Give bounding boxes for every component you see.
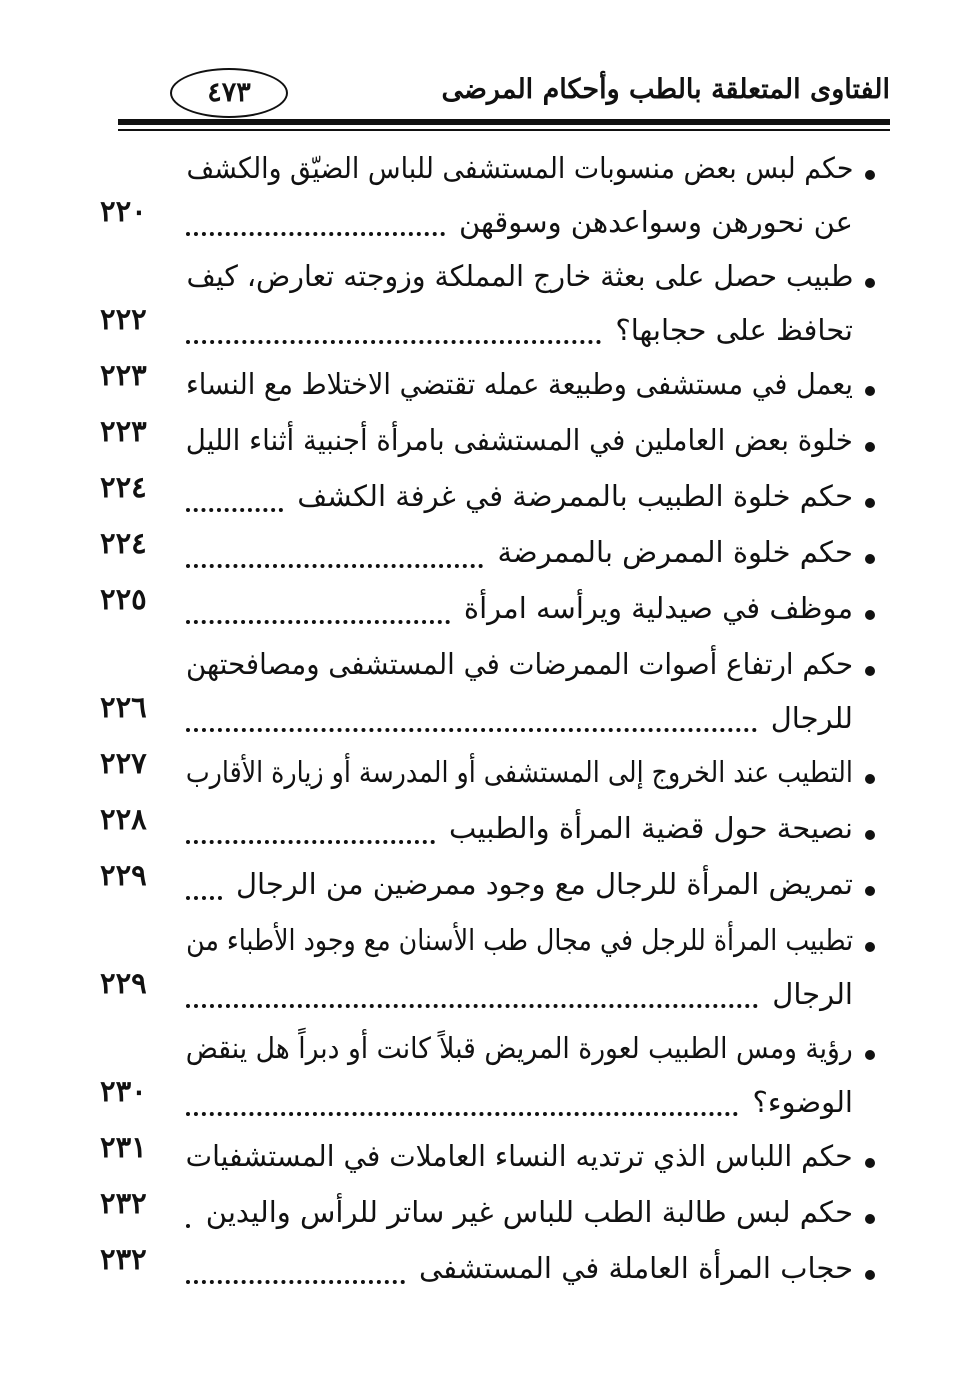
toc-line <box>100 356 875 412</box>
toc-line <box>100 688 875 744</box>
toc-line <box>100 140 875 192</box>
entry-text: نصيحة حول قضية المرأة والطبيب <box>449 811 853 845</box>
toc-entry <box>100 580 875 636</box>
entry-text: حكم خلوة الطبيب بالممرضة في غرفة الكشف <box>297 479 853 513</box>
entry-text: حكم لبس طالبة الطب للباس غير ساتر للرأس واليدين <box>205 1195 853 1229</box>
toc-entry <box>100 248 875 356</box>
entry-text: تطبيب المرأة للرجل في مجال طب الأسنان مع وجود الأطباء من <box>186 923 853 957</box>
toc-line <box>100 468 875 524</box>
page-reference: ٢٣١ <box>100 1130 147 1164</box>
page-reference: ٢٢٦ <box>100 690 147 724</box>
bullet-icon <box>865 1270 875 1280</box>
bullet-icon <box>865 774 875 784</box>
toc-line <box>100 300 875 356</box>
toc-line <box>100 248 875 300</box>
entry-text: خلوة بعض العاملين في المستشفى بامرأة أجنبية أثناء الليل <box>186 423 853 457</box>
dot-leader <box>186 980 758 1008</box>
toc-entry <box>100 1240 875 1296</box>
toc-entry <box>100 524 875 580</box>
page-reference: ٢٢٣ <box>100 414 147 448</box>
entry-text: تحافظ على حجابها؟ <box>615 313 853 347</box>
page-reference: ٢٢٣ <box>100 358 147 392</box>
entry-text: يعمل في مستشفى وطبيعة عمله تقتضي الاختلاط مع النساء <box>186 367 853 401</box>
entry-text: الرجال <box>772 977 853 1011</box>
toc-entry <box>100 636 875 744</box>
toc-entry <box>100 1020 875 1128</box>
toc-entry <box>100 912 875 1020</box>
toc-entry <box>100 800 875 856</box>
toc-line <box>100 636 875 688</box>
entry-text: عن نحورهن وسواعدهن وسوقهن <box>458 205 853 239</box>
page-reference: ٢٣٠ <box>100 1074 147 1108</box>
entry-text: تمريض المرأة للرجال مع وجود ممرضين من الرجال <box>235 867 853 901</box>
bullet-icon <box>865 610 875 620</box>
page-reference: ٢٣٢ <box>100 1186 147 1220</box>
page-reference: ٢٢٠ <box>100 194 147 228</box>
page-reference: ٢٢٩ <box>100 858 147 892</box>
dot-leader <box>186 596 450 624</box>
bullet-icon <box>865 278 875 288</box>
toc-entry <box>100 744 875 800</box>
toc-entry <box>100 356 875 412</box>
dot-leader <box>186 208 445 236</box>
toc-entry <box>100 856 875 912</box>
bullet-icon <box>865 886 875 896</box>
bullet-icon <box>865 442 875 452</box>
dot-leader <box>186 1088 738 1116</box>
page-reference: ٢٢٩ <box>100 966 147 1000</box>
bullet-icon <box>865 942 875 952</box>
entry-text: الوضوء؟ <box>752 1085 853 1119</box>
toc-line <box>100 412 875 468</box>
page-reference: ٢٣٢ <box>100 1242 147 1276</box>
book-title: الفتاوى المتعلقة بالطب وأحكام المرضى <box>441 74 890 105</box>
dot-leader <box>186 540 483 568</box>
entry-text: طبيب حصل على بعثة خارج المملكة وزوجته تعارض، كيف <box>186 259 853 293</box>
toc-line <box>100 1128 875 1184</box>
bullet-icon <box>865 170 875 180</box>
dot-leader <box>186 704 757 732</box>
toc-line <box>100 192 875 248</box>
toc-line <box>100 524 875 580</box>
bullet-icon <box>865 554 875 564</box>
toc-entry <box>100 412 875 468</box>
entry-text: حكم ارتفاع أصوات الممرضات في المستشفى ومصافحتهن <box>186 647 853 681</box>
entry-text: حكم اللباس الذي ترتديه النساء العاملات في المستشفيات <box>186 1139 853 1173</box>
toc-line <box>100 964 875 1020</box>
header-rule-thick <box>118 119 890 125</box>
table-of-contents <box>100 140 875 1296</box>
toc-entry <box>100 468 875 524</box>
entry-text: حجاب المرأة العاملة في المستشفى <box>419 1251 853 1285</box>
page-reference: ٢٢٧ <box>100 746 147 780</box>
page-number-oval: ٤٧٣ <box>170 68 288 118</box>
bullet-icon <box>865 1050 875 1060</box>
page-reference: ٢٢٢ <box>100 302 147 336</box>
toc-line <box>100 800 875 856</box>
toc-line <box>100 1072 875 1128</box>
toc-line <box>100 856 875 912</box>
entry-text: رؤية ومس الطبيب لعورة المريض قبلاً كانت أو دبراً هل ينقض <box>186 1031 853 1065</box>
toc-line <box>100 744 875 800</box>
dot-leader <box>186 872 222 900</box>
toc-line <box>100 1240 875 1296</box>
toc-line <box>100 1184 875 1240</box>
dot-leader <box>186 1256 405 1284</box>
page-reference: ٢٢٤ <box>100 526 147 560</box>
page-reference: ٢٢٥ <box>100 582 147 616</box>
dot-leader <box>186 484 283 512</box>
toc-line <box>100 912 875 964</box>
bullet-icon <box>865 1214 875 1224</box>
bullet-icon <box>865 666 875 676</box>
entry-text: حكم خلوة الممرض بالممرضة <box>497 535 853 569</box>
entry-text: للرجال <box>770 701 853 735</box>
bullet-icon <box>865 498 875 508</box>
bullet-icon <box>865 386 875 396</box>
dot-leader <box>186 1200 192 1228</box>
toc-entry <box>100 1128 875 1184</box>
toc-entry <box>100 140 875 248</box>
bullet-icon <box>865 1158 875 1168</box>
page-reference: ٢٢٤ <box>100 470 147 504</box>
bullet-icon <box>865 830 875 840</box>
entry-text: حكم لبس بعض منسوبات المستشفى للباس الضيّق والكشف <box>186 151 853 185</box>
dot-leader <box>186 816 435 844</box>
toc-line <box>100 580 875 636</box>
toc-entry <box>100 1184 875 1240</box>
page-reference: ٢٢٨ <box>100 802 147 836</box>
dot-leader <box>186 316 601 344</box>
entry-text: التطيب عند الخروج إلى المستشفى أو المدرسة أو زيارة الأقارب <box>186 755 853 789</box>
toc-line <box>100 1020 875 1072</box>
header-rule-thin <box>118 129 890 131</box>
entry-text: موظف في صيدلية ويرأسه امرأة <box>463 591 853 625</box>
